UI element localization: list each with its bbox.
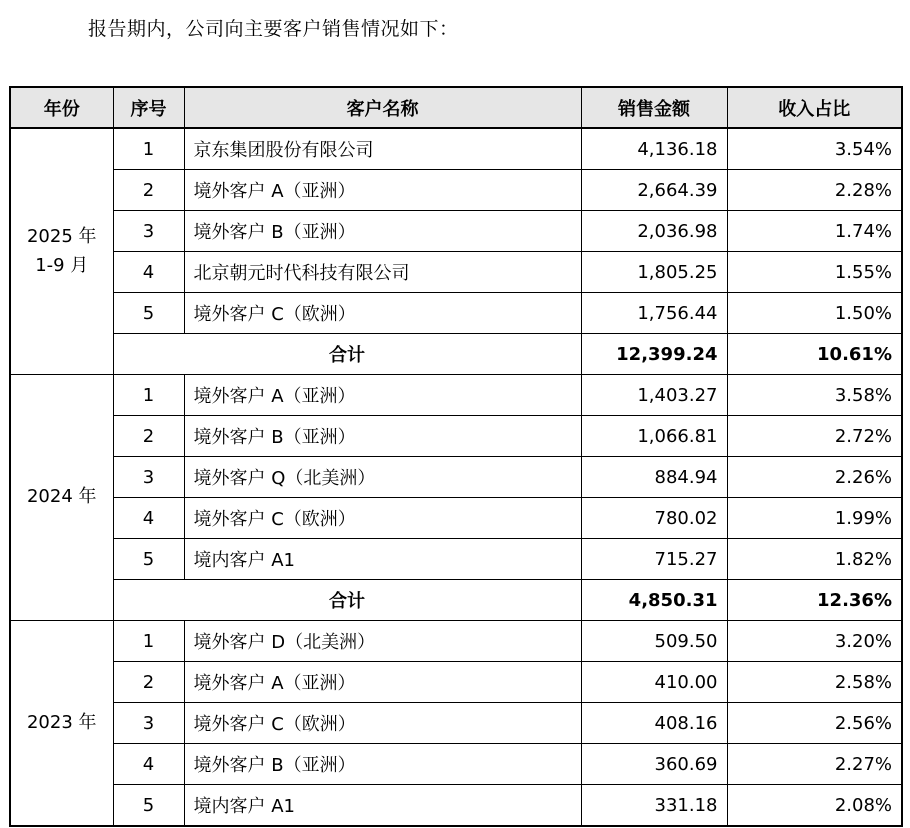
customer-name: 北京朝元时代科技有限公司 <box>184 252 581 293</box>
row-index: 5 <box>113 539 184 580</box>
sales-amount: 360.69 <box>581 744 727 785</box>
row-index: 1 <box>113 375 184 416</box>
period-year-cell <box>10 375 113 621</box>
customer-name: 境内客户 A1 <box>184 785 581 827</box>
sales-amount: 1,066.81 <box>581 416 727 457</box>
customer-name: 境外客户 C（欧洲） <box>184 498 581 539</box>
sales-amount: 2,036.98 <box>581 211 727 252</box>
header-row <box>10 87 902 128</box>
table-row <box>10 128 902 170</box>
customer-name: 境内客户 A1 <box>184 539 581 580</box>
customer-name: 境外客户 B（亚洲） <box>184 744 581 785</box>
total-amount: 4,850.31 <box>581 580 727 621</box>
customer-name: 境外客户 Q（北美洲） <box>184 457 581 498</box>
customer-name: 境外客户 C（欧洲） <box>184 293 581 334</box>
sales-amount: 331.18 <box>581 785 727 827</box>
table-row <box>10 416 902 457</box>
revenue-share: 2.26% <box>727 457 902 498</box>
customer-name: 境外客户 D（北美洲） <box>184 621 581 662</box>
intro-text: 报告期内，公司向主要客户销售情况如下： <box>88 18 459 40</box>
table-row <box>10 621 902 662</box>
customer-name: 境外客户 A（亚洲） <box>184 662 581 703</box>
revenue-share: 1.82% <box>727 539 902 580</box>
revenue-share: 1.99% <box>727 498 902 539</box>
revenue-share: 2.27% <box>727 744 902 785</box>
row-index: 5 <box>113 785 184 827</box>
header-revenue-share: 收入占比 <box>727 87 902 128</box>
row-index: 2 <box>113 170 184 211</box>
total-row <box>10 334 902 375</box>
total-label: 合计 <box>113 580 581 621</box>
table-row <box>10 744 902 785</box>
table-row <box>10 293 902 334</box>
customer-sales-table <box>9 86 903 827</box>
period-year-cell <box>10 128 113 375</box>
period-year-line1: 2025 年 <box>26 225 97 247</box>
customer-name: 境外客户 A（亚洲） <box>184 375 581 416</box>
sales-amount: 4,136.18 <box>581 128 727 170</box>
revenue-share: 3.20% <box>727 621 902 662</box>
customer-name: 境外客户 A（亚洲） <box>184 170 581 211</box>
customer-name: 境外客户 B（亚洲） <box>184 211 581 252</box>
sales-amount: 1,403.27 <box>581 375 727 416</box>
customer-name: 境外客户 C（欧洲） <box>184 703 581 744</box>
header-year: 年份 <box>10 87 113 128</box>
revenue-share: 3.54% <box>727 128 902 170</box>
sales-amount: 715.27 <box>581 539 727 580</box>
row-index: 3 <box>113 703 184 744</box>
customer-name: 境外客户 B（亚洲） <box>184 416 581 457</box>
revenue-share: 1.55% <box>727 252 902 293</box>
period-year-line1: 2024 年 <box>26 486 97 508</box>
revenue-share: 2.58% <box>727 662 902 703</box>
row-index: 4 <box>113 744 184 785</box>
sales-amount: 884.94 <box>581 457 727 498</box>
customer-name: 京东集团股份有限公司 <box>184 128 581 170</box>
header-index: 序号 <box>113 87 184 128</box>
table-row <box>10 211 902 252</box>
total-label: 合计 <box>113 334 581 375</box>
total-share: 12.36% <box>727 580 902 621</box>
sales-amount: 408.16 <box>581 703 727 744</box>
sales-amount: 2,664.39 <box>581 170 727 211</box>
row-index: 3 <box>113 457 184 498</box>
row-index: 1 <box>113 128 184 170</box>
row-index: 2 <box>113 416 184 457</box>
total-share: 10.61% <box>727 334 902 375</box>
header-sales-amount: 销售金额 <box>581 87 727 128</box>
table-row <box>10 662 902 703</box>
total-amount: 12,399.24 <box>581 334 727 375</box>
row-index: 4 <box>113 252 184 293</box>
sales-amount: 780.02 <box>581 498 727 539</box>
header-customer-name: 客户名称 <box>184 87 581 128</box>
sales-amount: 410.00 <box>581 662 727 703</box>
revenue-share: 3.58% <box>727 375 902 416</box>
row-index: 3 <box>113 211 184 252</box>
row-index: 5 <box>113 293 184 334</box>
table-row <box>10 252 902 293</box>
row-index: 2 <box>113 662 184 703</box>
row-index: 1 <box>113 621 184 662</box>
sales-amount: 1,756.44 <box>581 293 727 334</box>
table-row <box>10 703 902 744</box>
sales-amount: 1,805.25 <box>581 252 727 293</box>
total-row <box>10 580 902 621</box>
sales-amount: 509.50 <box>581 621 727 662</box>
revenue-share: 1.74% <box>727 211 902 252</box>
revenue-share: 2.72% <box>727 416 902 457</box>
table-row <box>10 375 902 416</box>
period-year-line2: 1-9 月 <box>35 254 89 276</box>
table-row <box>10 498 902 539</box>
period-year-line1: 2023 年 <box>26 711 97 733</box>
revenue-share: 2.08% <box>727 785 902 827</box>
revenue-share: 2.56% <box>727 703 902 744</box>
table-row <box>10 170 902 211</box>
row-index: 4 <box>113 498 184 539</box>
table-row <box>10 785 902 827</box>
revenue-share: 2.28% <box>727 170 902 211</box>
table-row <box>10 457 902 498</box>
table-row <box>10 539 902 580</box>
revenue-share: 1.50% <box>727 293 902 334</box>
period-year-cell <box>10 621 113 827</box>
